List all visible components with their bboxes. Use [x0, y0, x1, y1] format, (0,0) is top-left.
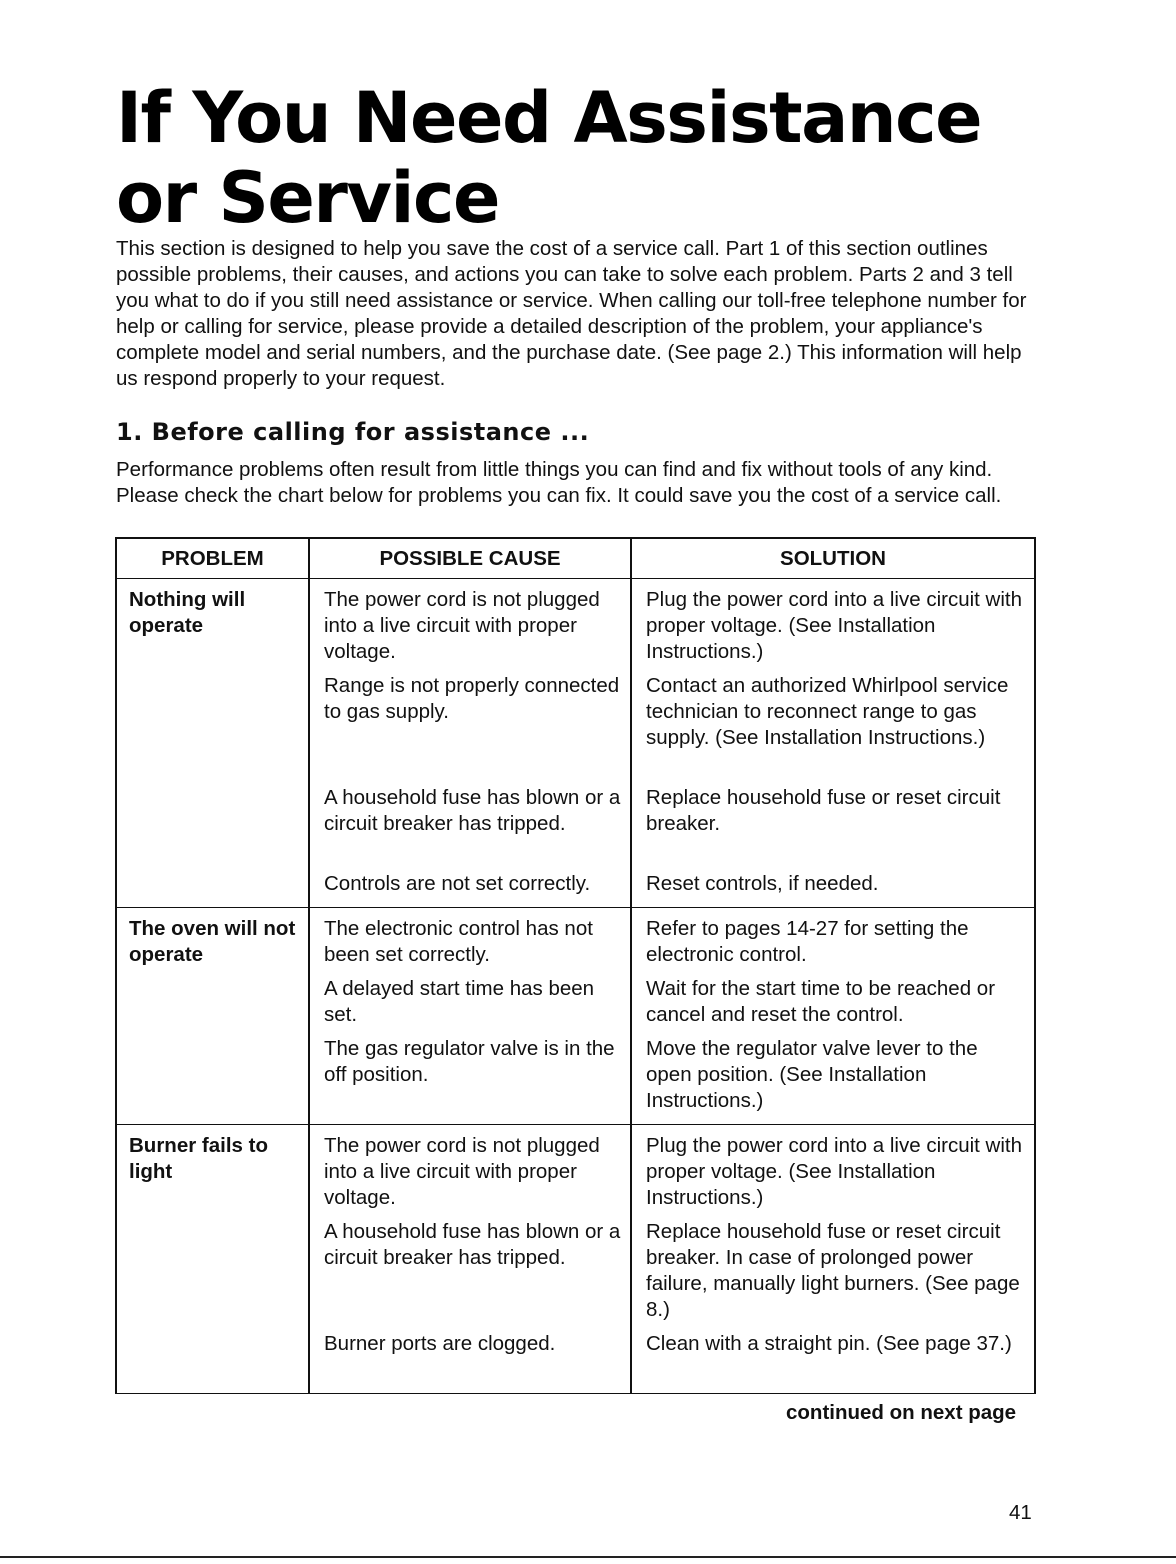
table-row: [116, 579, 1035, 908]
solution-entry: Contact an authorized Whirlpool service technician to reconnect range to gas supply. (See Installation Instructions.): [646, 674, 1009, 749]
section-heading: 1. Before calling for assistance ...: [116, 418, 590, 446]
header-possible-cause: POSSIBLE CAUSE: [309, 538, 631, 579]
cause-cell: [309, 1125, 631, 1394]
page-title-line-1: If You Need Assistance: [116, 77, 982, 159]
cause-entry: The power cord is not plugged into a live circuit with proper voltage.: [324, 588, 600, 663]
solution-cell: [631, 908, 1035, 1125]
table-header-row: [116, 538, 1035, 579]
solution-entry: Plug the power cord into a live circuit with proper voltage. (See Installation Instructions.): [646, 588, 1023, 663]
table-row: [116, 908, 1035, 1125]
problem-cell: The oven will not operate: [116, 908, 309, 1125]
header-problem: PROBLEM: [116, 538, 309, 579]
bottom-rule: [0, 1556, 1176, 1558]
solution-cell: [631, 579, 1035, 908]
solution-entry: Plug the power cord into a live circuit with proper voltage. (See Installation Instructions.): [646, 1134, 1023, 1209]
cause-entry: A household fuse has blown or a circuit breaker has tripped.: [324, 786, 621, 835]
problem-cell: Burner fails to light: [116, 1125, 309, 1394]
solution-entry: Replace household fuse or reset circuit breaker. In case of prolonged power failure, manually light burners. (See page 8.): [646, 1220, 1020, 1321]
intro-paragraph: This section is designed to help you save the cost of a service call. Part 1 of this section outlines possible problems, their causes, and actions you can take to solve each problem. Parts 2 and 3 tell you what to do if you still need assistance or service. When calling our toll-free telephone number for help or calling for service, please provide a detailed description of the problem, your appliance's complete model and serial numbers, and the purchase date. (See page 2.) This information will help us respond properly to your request.: [116, 237, 1027, 390]
page-title-line-2: or Service: [116, 157, 499, 239]
cause-cell: [309, 908, 631, 1125]
cause-entry: Controls are not set correctly.: [324, 872, 591, 895]
solution-entry: Clean with a straight pin. (See page 37.): [646, 1332, 1012, 1355]
cause-entry: The electronic control has not been set correctly.: [324, 917, 593, 966]
cause-entry: The gas regulator valve is in the off position.: [324, 1037, 615, 1086]
table-row: [116, 1125, 1035, 1394]
solution-entry: Replace household fuse or reset circuit breaker.: [646, 786, 1001, 835]
solution-entry: Refer to pages 14-27 for setting the electronic control.: [646, 917, 969, 966]
solution-entry: Move the regulator valve lever to the open position. (See Installation Instructions.): [646, 1037, 978, 1112]
cause-cell: [309, 579, 631, 908]
solution-cell: [631, 1125, 1035, 1394]
problem-cell: Nothing will operate: [116, 579, 309, 908]
cause-entry: Burner ports are clogged.: [324, 1332, 556, 1355]
solution-entry: Reset controls, if needed.: [646, 872, 879, 895]
troubleshooting-table: [115, 537, 1036, 1394]
solution-entry: Wait for the start time to be reached or cancel and reset the control.: [646, 977, 996, 1026]
page-title: [116, 78, 981, 238]
continued-note: continued on next page: [786, 1401, 1017, 1424]
cause-entry: The power cord is not plugged into a live circuit with proper voltage.: [324, 1134, 600, 1209]
cause-entry: Range is not properly connected to gas supply.: [324, 674, 620, 723]
header-solution: SOLUTION: [631, 538, 1035, 579]
cause-entry: A household fuse has blown or a circuit breaker has tripped.: [324, 1220, 621, 1269]
page-number: 41: [1009, 1501, 1032, 1524]
section-intro-paragraph: Performance problems often result from little things you can find and fix without tools of any kind. Please check the chart below for problems you can fix. It could save you the cost of a service call.: [116, 458, 1002, 507]
cause-entry: A delayed start time has been set.: [324, 977, 595, 1026]
